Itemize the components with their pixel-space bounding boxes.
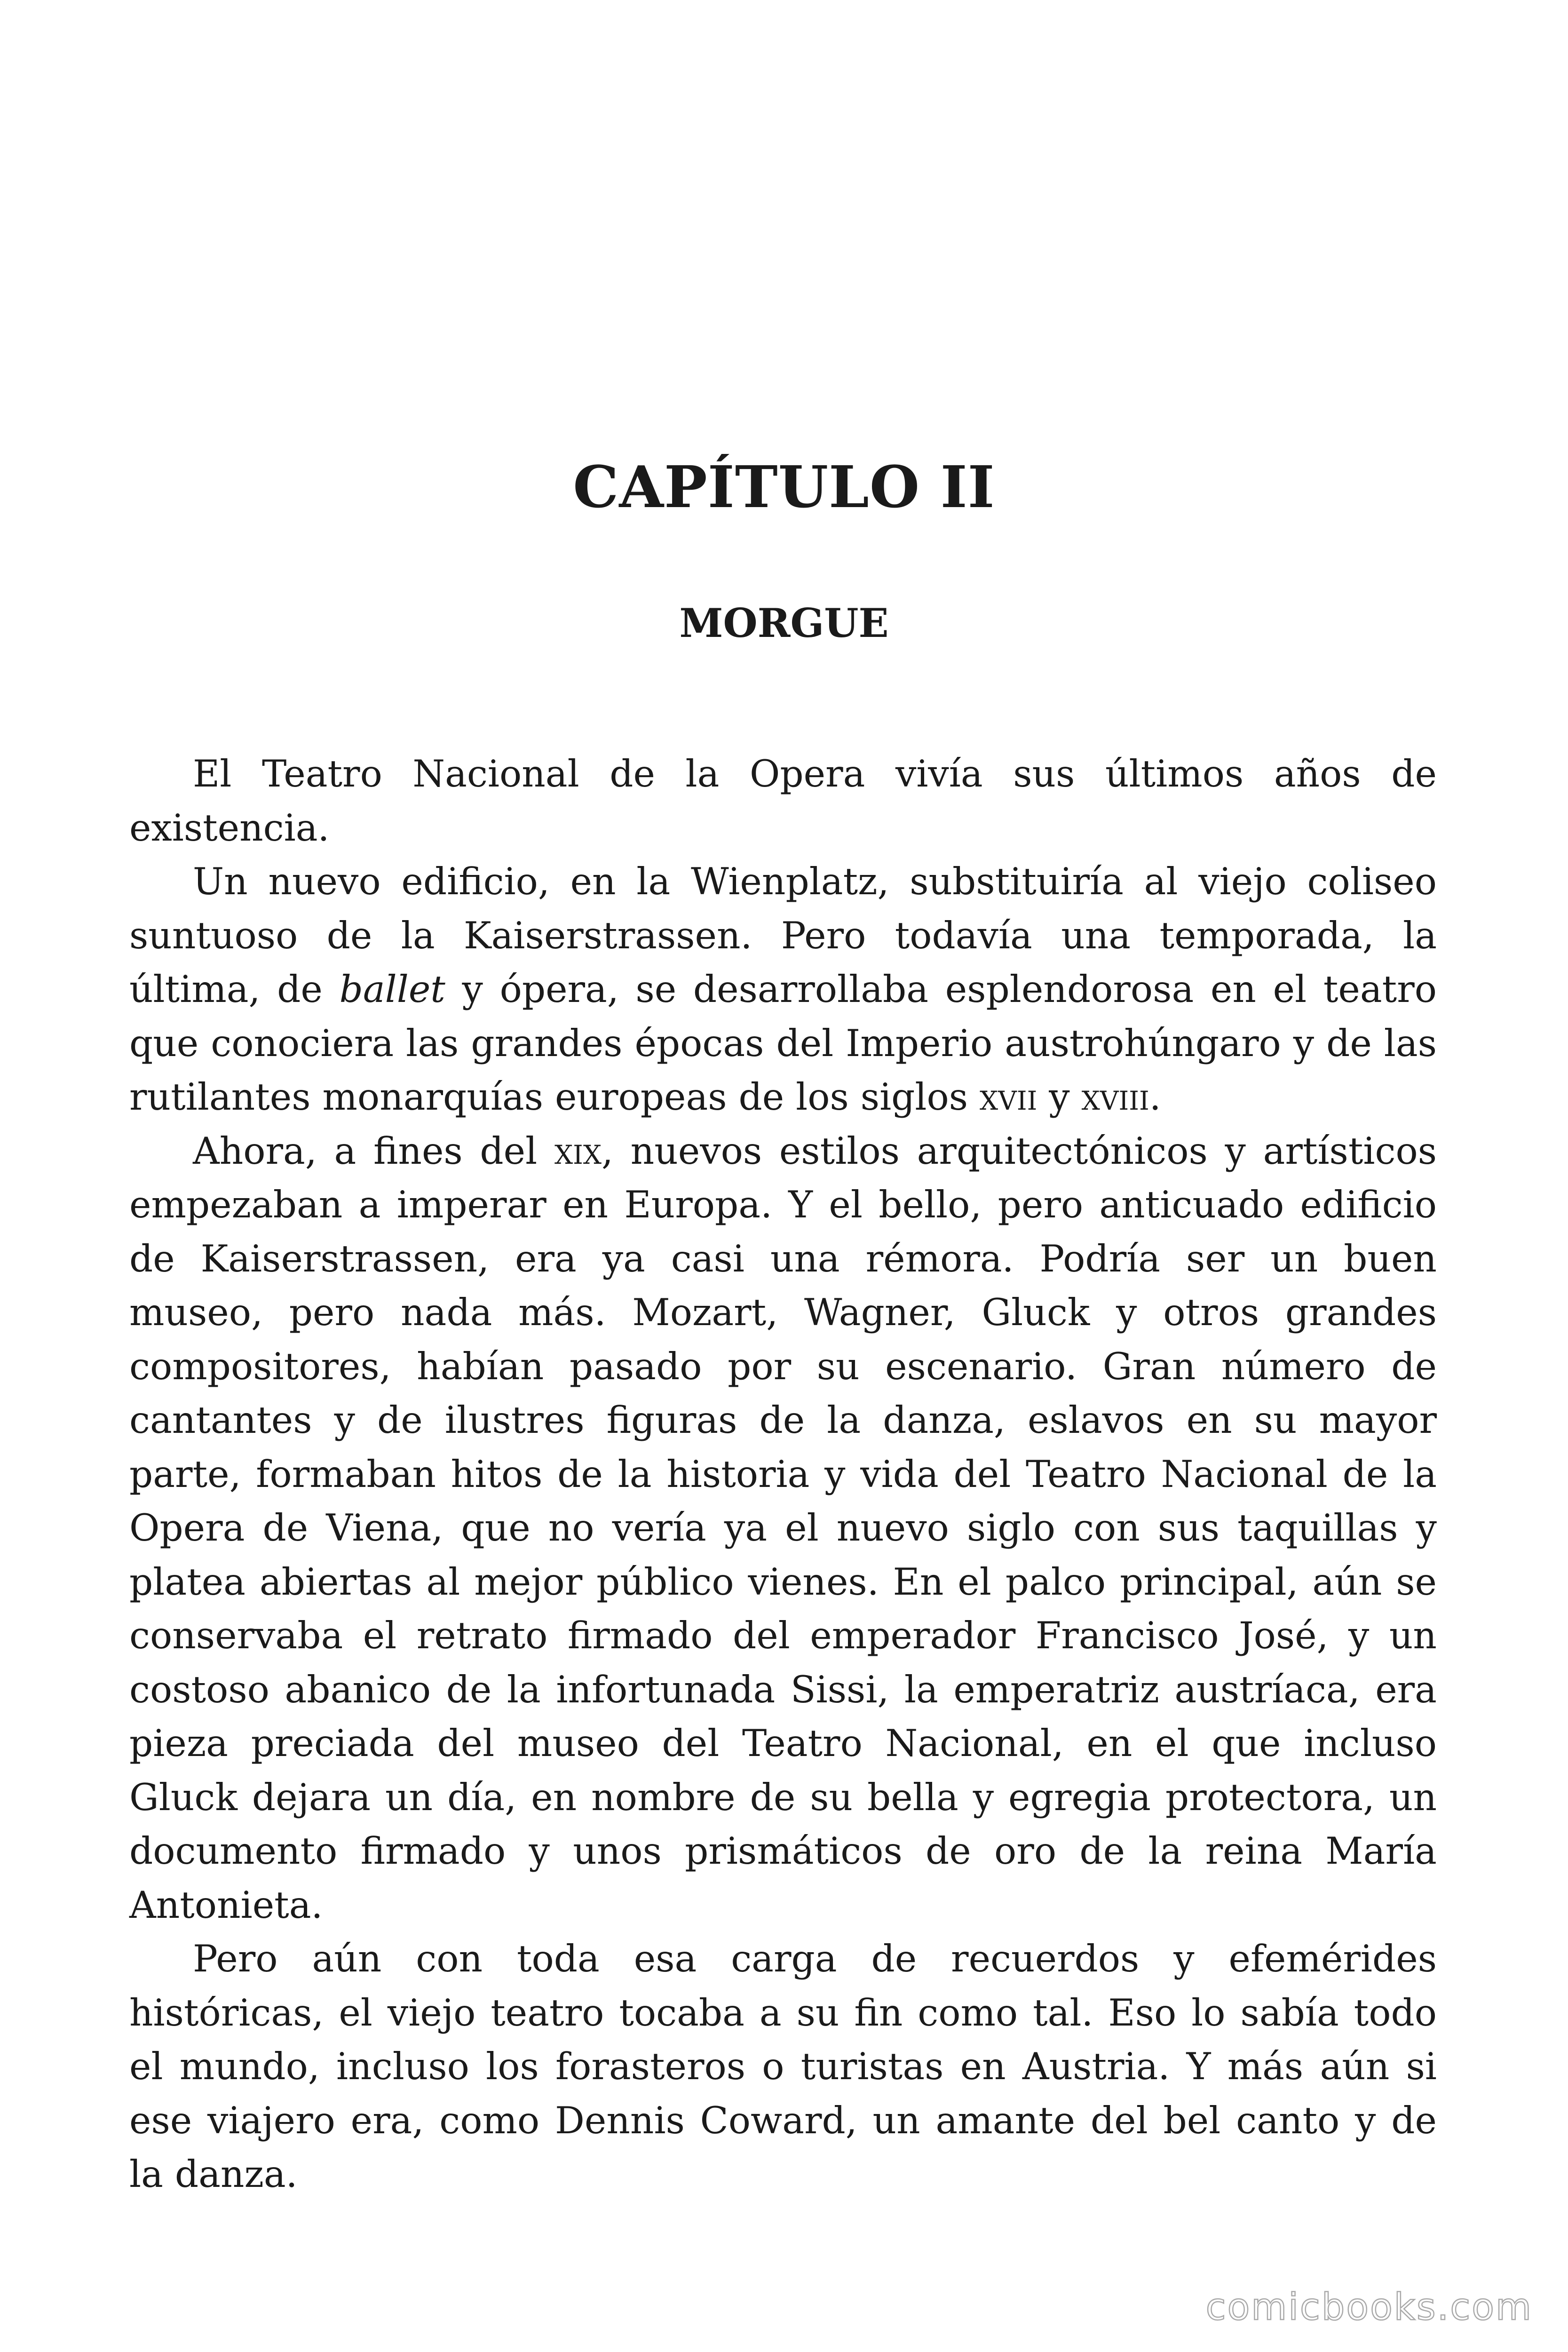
paragraph-2-text-c: y xyxy=(1037,1075,1082,1119)
century-numeral: xviii xyxy=(1081,1075,1149,1119)
paragraph-3 xyxy=(129,1124,1437,1932)
body-text xyxy=(129,747,1437,2201)
italic-term: ballet xyxy=(339,968,445,1011)
paragraph-2-text-d: . xyxy=(1149,1075,1161,1119)
paragraph-2 xyxy=(129,855,1437,1124)
paragraph-1: El Teatro Nacional de la Opera vivía sus últimos años de existencia. xyxy=(129,752,1437,850)
paragraph-2-text-b: y ópera, se desarrollaba esplendorosa en el teatro que conociera las grandes épocas del Imperio austrohúngaro y de las rutilantes monarquías europeas de los siglos xyxy=(129,968,1437,1119)
paragraph-3-text-a: Ahora, a fines del xyxy=(193,1129,554,1173)
watermark: comicbooks.com xyxy=(1205,2286,1533,2328)
paragraph-3-text-b: , nuevos estilos arquitectónicos y artísticos empezaban a imperar en Europa. Y el bello, pero anticuado edificio de Kaiserstrassen, era ya casi una rémora. Podría ser un buen museo, pero nada más. Mozart, Wagner, Gluck y otros grandes compositores, habían pasado por su escenario. Gran número de cantantes y de ilustres figuras de la danza, eslavos en su mayor parte, formaban hitos de la historia y vida del Teatro Nacional de la Opera de Viena, que no vería ya el nuevo siglo con sus taquillas y platea abiertas al mejor público vienes. En el palco principal, aún se conservaba el retrato firmado del emperador Francisco José, y un costoso abanico de la infortunada Sissi, la emperatriz austríaca, era pieza preciada del museo del Teatro Nacional, en el que incluso Gluck dejara un día, en nombre de su bella y egregia protectora, un documento firmado y unos prismáticos de oro de la reina María Antonieta. xyxy=(129,1129,1437,1927)
chapter-title: CAPÍTULO II xyxy=(573,453,995,521)
century-numeral: xix xyxy=(554,1129,602,1173)
century-numeral: xvii xyxy=(980,1075,1037,1119)
chapter-subtitle: MORGUE xyxy=(679,600,889,646)
paragraph-4: Pero aún con toda esa carga de recuerdos y efemérides históricas, el viejo teatro tocaba a su fin como tal. Eso lo sabía todo el mundo, incluso los forasteros o turistas en Austria. Y más aún si ese viajero era, como Dennis Coward, un amante del bel canto y de la danza. xyxy=(129,1937,1437,2196)
paragraph-2-text-a: Un nuevo edificio, en la Wienplatz, substituiría al viejo coliseo suntuoso de la Kaiserstrassen. Pero todavía una temporada, la última, de xyxy=(129,860,1437,1011)
